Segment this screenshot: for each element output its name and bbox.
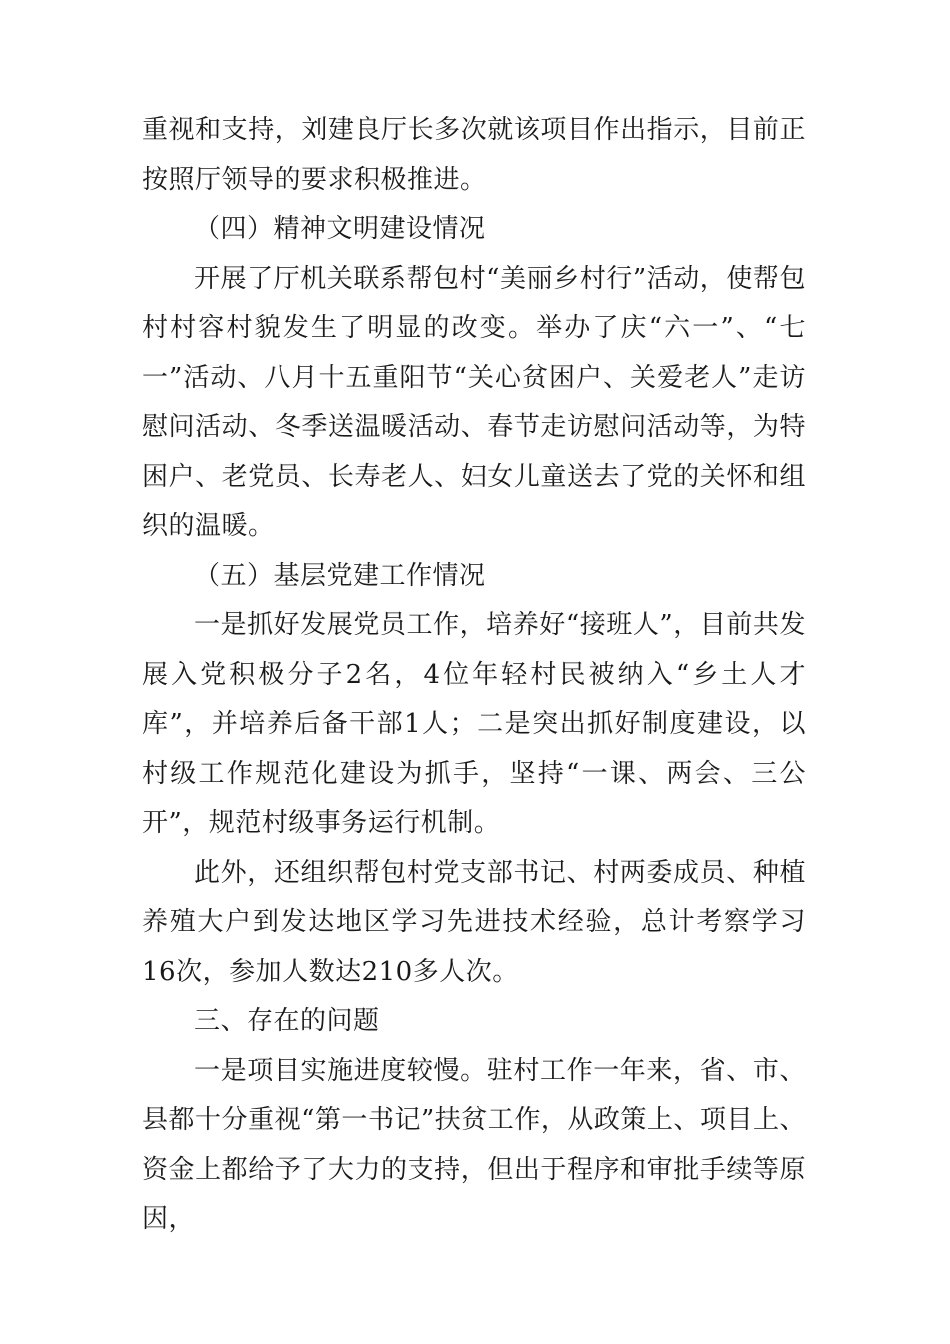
section-heading-party-building: （五）基层党建工作情况 (194, 560, 486, 591)
paragraph-study-tours: 此外，还组织帮包村党支部书记、村两委成员、种植养殖大户到发达地区学习先进技术经验，总计考察学习16次，参加人数达210多人次。 (142, 857, 806, 987)
section-heading-problems: 三、存在的问题 (194, 1006, 380, 1036)
paragraph-problems: 一是项目实施进度较慢。驻村工作一年来，省、市、县都十分重视“第一书记”扶贫工作，从政策上、项目上、资金上都给予了大力的支持，但出于程序和审批手续等原因， (142, 1055, 806, 1234)
document-body (142, 106, 806, 1245)
section-heading-spiritual-civilization: （四）精神文明建设情况 (194, 214, 486, 244)
paragraph-spiritual-civilization: 开展了厅机关联系帮包村“美丽乡村行”活动，使帮包村村容村貌发生了明显的改变。举办了庆“六一”、“七一”活动、八月十五重阳节“关心贫困户、关爱老人”走访慰问活动、冬季送温暖活动、春节走访慰问活动等，为特困户、老党员、长寿老人、妇女儿童送去了党的关怀和组织的温暖。 (142, 263, 806, 541)
paragraph-party-building: 一是抓好发展党员工作，培养好“接班人”，目前共发展入党积极分子2名，4位年轻村民被纳入“乡土人才库”，并培养后备干部1人；二是突出抓好制度建设，以村级工作规范化建设为抓手，坚持“一课、两会、三公开”，规范村级事务运行机制。 (142, 610, 806, 838)
paragraph-continuation: 重视和支持，刘建良厅长多次就该项目作出指示，目前正按照厅领导的要求积极推进。 (142, 115, 806, 195)
